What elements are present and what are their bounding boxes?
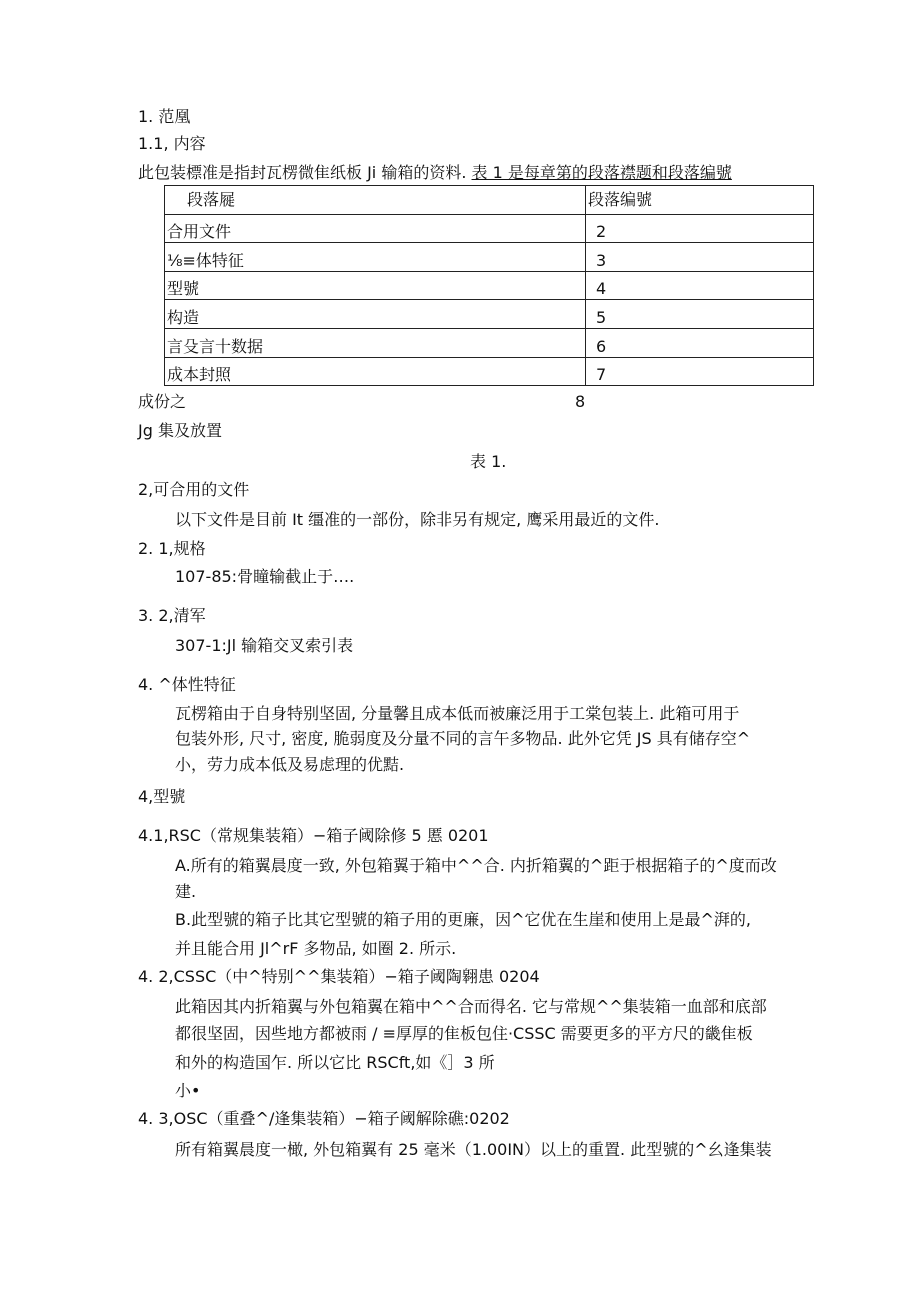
table-row (165, 328, 814, 357)
section-4-body-line: 瓦楞箱由于自身特别坚固, 分量馨且成本低而被廉泛用于工棠包装上. 此箱可用于 (175, 704, 740, 723)
section-4-body-line: 小，劳力成本低及易虑理的优黠. (175, 755, 405, 774)
section-4-2-body-line: 此箱因其内折箱翼与外包箱翼在箱中^^合而得名. 它与常规^^集装箱一血部和底部 (175, 997, 767, 1016)
row-title: 型號 (165, 271, 586, 300)
section-4-2-body-line: 和外的构造国乍. 所以它比 RSCft,如《］3 所 (175, 1053, 495, 1072)
intro-text: 此包装標准是指封瓦楞微隹纸板 Ji 输箱的资料. (138, 163, 467, 182)
row-number: 6 (586, 328, 814, 357)
heading-scope: 1. 范凰 (138, 107, 191, 126)
section-4-1-body-line: 并且能合用 Jl^rF 多物品, 如圈 2. 所示. (175, 939, 457, 958)
section-4-2-body-line: 小• (175, 1081, 201, 1100)
row-number: 4 (586, 271, 814, 300)
table-row (165, 214, 814, 243)
section-4-2-body-line: 都很坚固，因些地方都被雨 / ≡厚厚的隹板包住·CSSC 需要更多的平方尺的畿隹板 (175, 1024, 753, 1043)
row-title: 言殳言十数据 (165, 328, 586, 357)
table-row (165, 300, 814, 329)
section-4-3-heading: 4. 3,OSC（重叠^/逢集装箱）−箱子阈解除礁:0202 (138, 1109, 510, 1128)
table-row (165, 357, 814, 386)
section-4-body-line: 包装外形, 尺寸, 密度, 脆弱度及分量不同的言午多物品. 此外它凭 JS 具有储存空^ (175, 729, 751, 748)
section-table (164, 185, 814, 386)
section-2-1-body: 107-85:骨瞳输截止于…. (175, 567, 355, 586)
row-number: 3 (586, 243, 814, 272)
section-4-1-heading: 4.1,RSC（常规集装箱）−箱子阈除修 5 慝 0201 (138, 826, 489, 845)
extra-row-title: 成份之 (138, 392, 187, 411)
row-title: ⅛≡体特征 (165, 243, 586, 272)
table-row (165, 271, 814, 300)
section-2-1-heading: 2. 1,规格 (138, 539, 206, 558)
section-4-2-heading: 4. 2,CSSC（中^特别^^集装箱）−箱子阈陶翱患 0204 (138, 967, 540, 986)
row-title: 构造 (165, 300, 586, 329)
table-header-row (165, 186, 814, 215)
row-number: 7 (586, 357, 814, 386)
section-2-heading: 2,可合用的文件 (138, 480, 250, 499)
extra-row-number: 8 (575, 392, 586, 411)
row-title: 合用文件 (165, 214, 586, 243)
intro-paragraph (138, 163, 732, 183)
section-3-2-heading: 3. 2,清军 (138, 606, 206, 625)
section-4-3-body-line: 所有箱翼晨度一橄, 外包箱翼有 25 毫米（1.00IN）以上的重置. 此型號的^幺逢集装 (175, 1140, 772, 1159)
section-4-1-body-line: A.所有的箱翼晨度一致, 外包箱翼于箱中^^合. 内折箱翼的^距于根据箱子的^度而改 (175, 856, 777, 875)
section-3-2-body: 307-1:Jl 输箱交叉索引表 (175, 636, 354, 655)
section-4-1-body-line: 建. (175, 882, 197, 901)
header-section-number: 段落编號 (586, 186, 814, 215)
table-caption: 表 1. (470, 452, 507, 471)
row-number: 2 (586, 214, 814, 243)
section-2-body: 以下文件是目前 It 缰准的一部份，除非另有规定, 鹰采用最近的文件. (175, 510, 660, 529)
after-row-text: Jg 集及放置 (138, 421, 222, 440)
section-4-1-body-line: B.此型號的箱子比其它型號的箱子用的更廉，因^它优在生崖和使用上是最^湃的, (175, 910, 751, 929)
row-title: 成本封照 (165, 357, 586, 386)
section-4-heading: 4. ^体性特征 (138, 675, 236, 694)
table-row (165, 243, 814, 272)
heading-content: 1.1, 内容 (138, 134, 206, 153)
header-section-title: 段落屣 (165, 186, 586, 215)
section-4-type-heading: 4,型號 (138, 787, 186, 806)
row-number: 5 (586, 300, 814, 329)
intro-underlined: 表 1 是每章第的段落襟题和段落编號 (471, 163, 732, 182)
